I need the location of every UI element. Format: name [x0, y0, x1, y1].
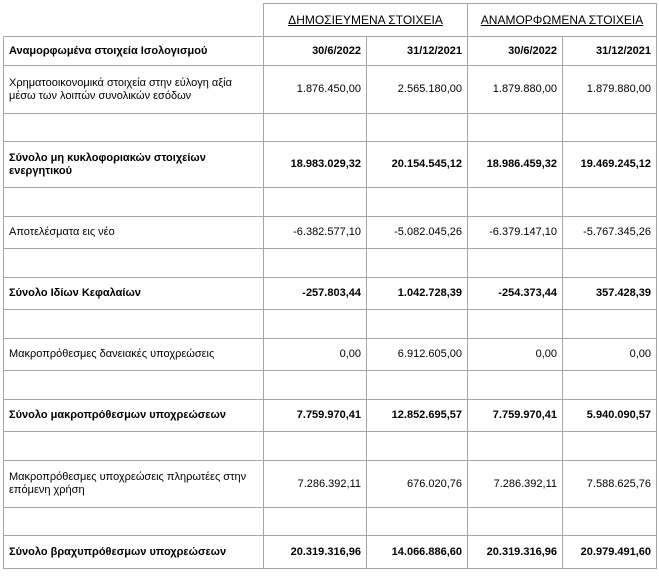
row-value-published-2021: 14.066.886,60: [367, 536, 468, 569]
row-value-published-2021: -5.082.045,26: [367, 217, 468, 249]
row-value-restated-2021: 7.588.625,76: [563, 461, 657, 508]
row-value-published-2022: 20.319.316,96: [264, 536, 367, 569]
row-label: Σύνολο Ιδίων Κεφαλαίων: [4, 278, 264, 310]
row-value-restated-2022: 0,00: [468, 339, 563, 371]
spacer-row: [4, 371, 657, 400]
table-row: [4, 142, 657, 188]
row-value-restated-2022: 18.986.459,32: [468, 142, 563, 188]
row-value-restated-2021: 357.428,39: [563, 278, 657, 310]
row-value-restated-2022: 1.879.880,00: [468, 66, 563, 114]
group-header-row: [4, 4, 657, 37]
table-row: [4, 66, 657, 114]
row-value-restated-2022: 7.286.392,11: [468, 461, 563, 508]
row-label: Σύνολο βραχυπρόθεσμων υποχρεώσεων: [4, 536, 264, 569]
column-header-restated-2021: 31/12/2021: [563, 37, 657, 66]
column-header-restated-2022: 30/6/2022: [468, 37, 563, 66]
spacer-row: [4, 508, 657, 536]
column-header-published-2022: 30/6/2022: [264, 37, 367, 66]
row-label: Σύνολο μη κυκλοφοριακών στοιχείων ενεργητικού: [4, 142, 264, 188]
row-value-restated-2022: -254.373,44: [468, 278, 563, 310]
row-value-restated-2022: 7.759.970,41: [468, 400, 563, 432]
table-row: [4, 400, 657, 432]
spacer-row: [4, 310, 657, 339]
row-value-published-2022: -6.382.577,10: [264, 217, 367, 249]
spacer-row: [4, 188, 657, 217]
row-value-restated-2021: 20.979.491,60: [563, 536, 657, 569]
table-row: [4, 536, 657, 569]
row-value-restated-2021: 0,00: [563, 339, 657, 371]
row-value-published-2021: 20.154.545,12: [367, 142, 468, 188]
table-row: [4, 278, 657, 310]
row-value-published-2022: 1.876.450,00: [264, 66, 367, 114]
row-value-restated-2022: 20.319.316,96: [468, 536, 563, 569]
row-value-published-2022: -257.803,44: [264, 278, 367, 310]
row-value-published-2021: 676.020,76: [367, 461, 468, 508]
empty-corner-cell: [4, 4, 264, 37]
table-row: [4, 461, 657, 508]
row-label: Σύνολο μακροπρόθεσμων υποχρεώσεων: [4, 400, 264, 432]
row-value-restated-2021: -5.767.345,26: [563, 217, 657, 249]
row-value-restated-2022: -6.379.147,10: [468, 217, 563, 249]
row-value-published-2022: 18.983.029,32: [264, 142, 367, 188]
balance-sheet-table: [3, 3, 657, 569]
column-header-row: [4, 37, 657, 66]
row-value-published-2022: 0,00: [264, 339, 367, 371]
row-value-published-2021: 1.042.728,39: [367, 278, 468, 310]
row-value-restated-2021: 5.940.090,57: [563, 400, 657, 432]
row-value-published-2022: 7.759.970,41: [264, 400, 367, 432]
table-row: [4, 217, 657, 249]
column-header-published-2021: 31/12/2021: [367, 37, 468, 66]
group-restated-header: ΑΝΑΜΟΡΦΩΜΕΝΑ ΣΤΟΙΧΕΙΑ: [468, 4, 657, 37]
table-row: [4, 339, 657, 371]
spacer-row: [4, 114, 657, 142]
row-label: Μακροπρόθεσμες υποχρεώσεις πληρωτέες στην επόμενη χρήση: [4, 461, 264, 508]
row-label: Μακροπρόθεσμες δανειακές υποχρεώσεις: [4, 339, 264, 371]
column-header-label: Αναμορφωμένα στοιχεία Ισολογισμού: [4, 37, 264, 66]
row-value-published-2022: 7.286.392,11: [264, 461, 367, 508]
row-label: Αποτελέσματα εις νέο: [4, 217, 264, 249]
row-label: Χρηματοοικονομικά στοιχεία στην εύλογη αξία μέσω των λοιπών συνολικών εσόδων: [4, 66, 264, 114]
spacer-row: [4, 249, 657, 278]
group-published-header: ΔΗΜΟΣΙΕΥΜΕΝΑ ΣΤΟΙΧΕΙΑ: [264, 4, 468, 37]
row-value-published-2021: 2.565.180,00: [367, 66, 468, 114]
row-value-published-2021: 12.852.695,57: [367, 400, 468, 432]
row-value-restated-2021: 19.469.245,12: [563, 142, 657, 188]
row-value-restated-2021: 1.879.880,00: [563, 66, 657, 114]
spacer-row: [4, 432, 657, 461]
row-value-published-2021: 6.912.605,00: [367, 339, 468, 371]
